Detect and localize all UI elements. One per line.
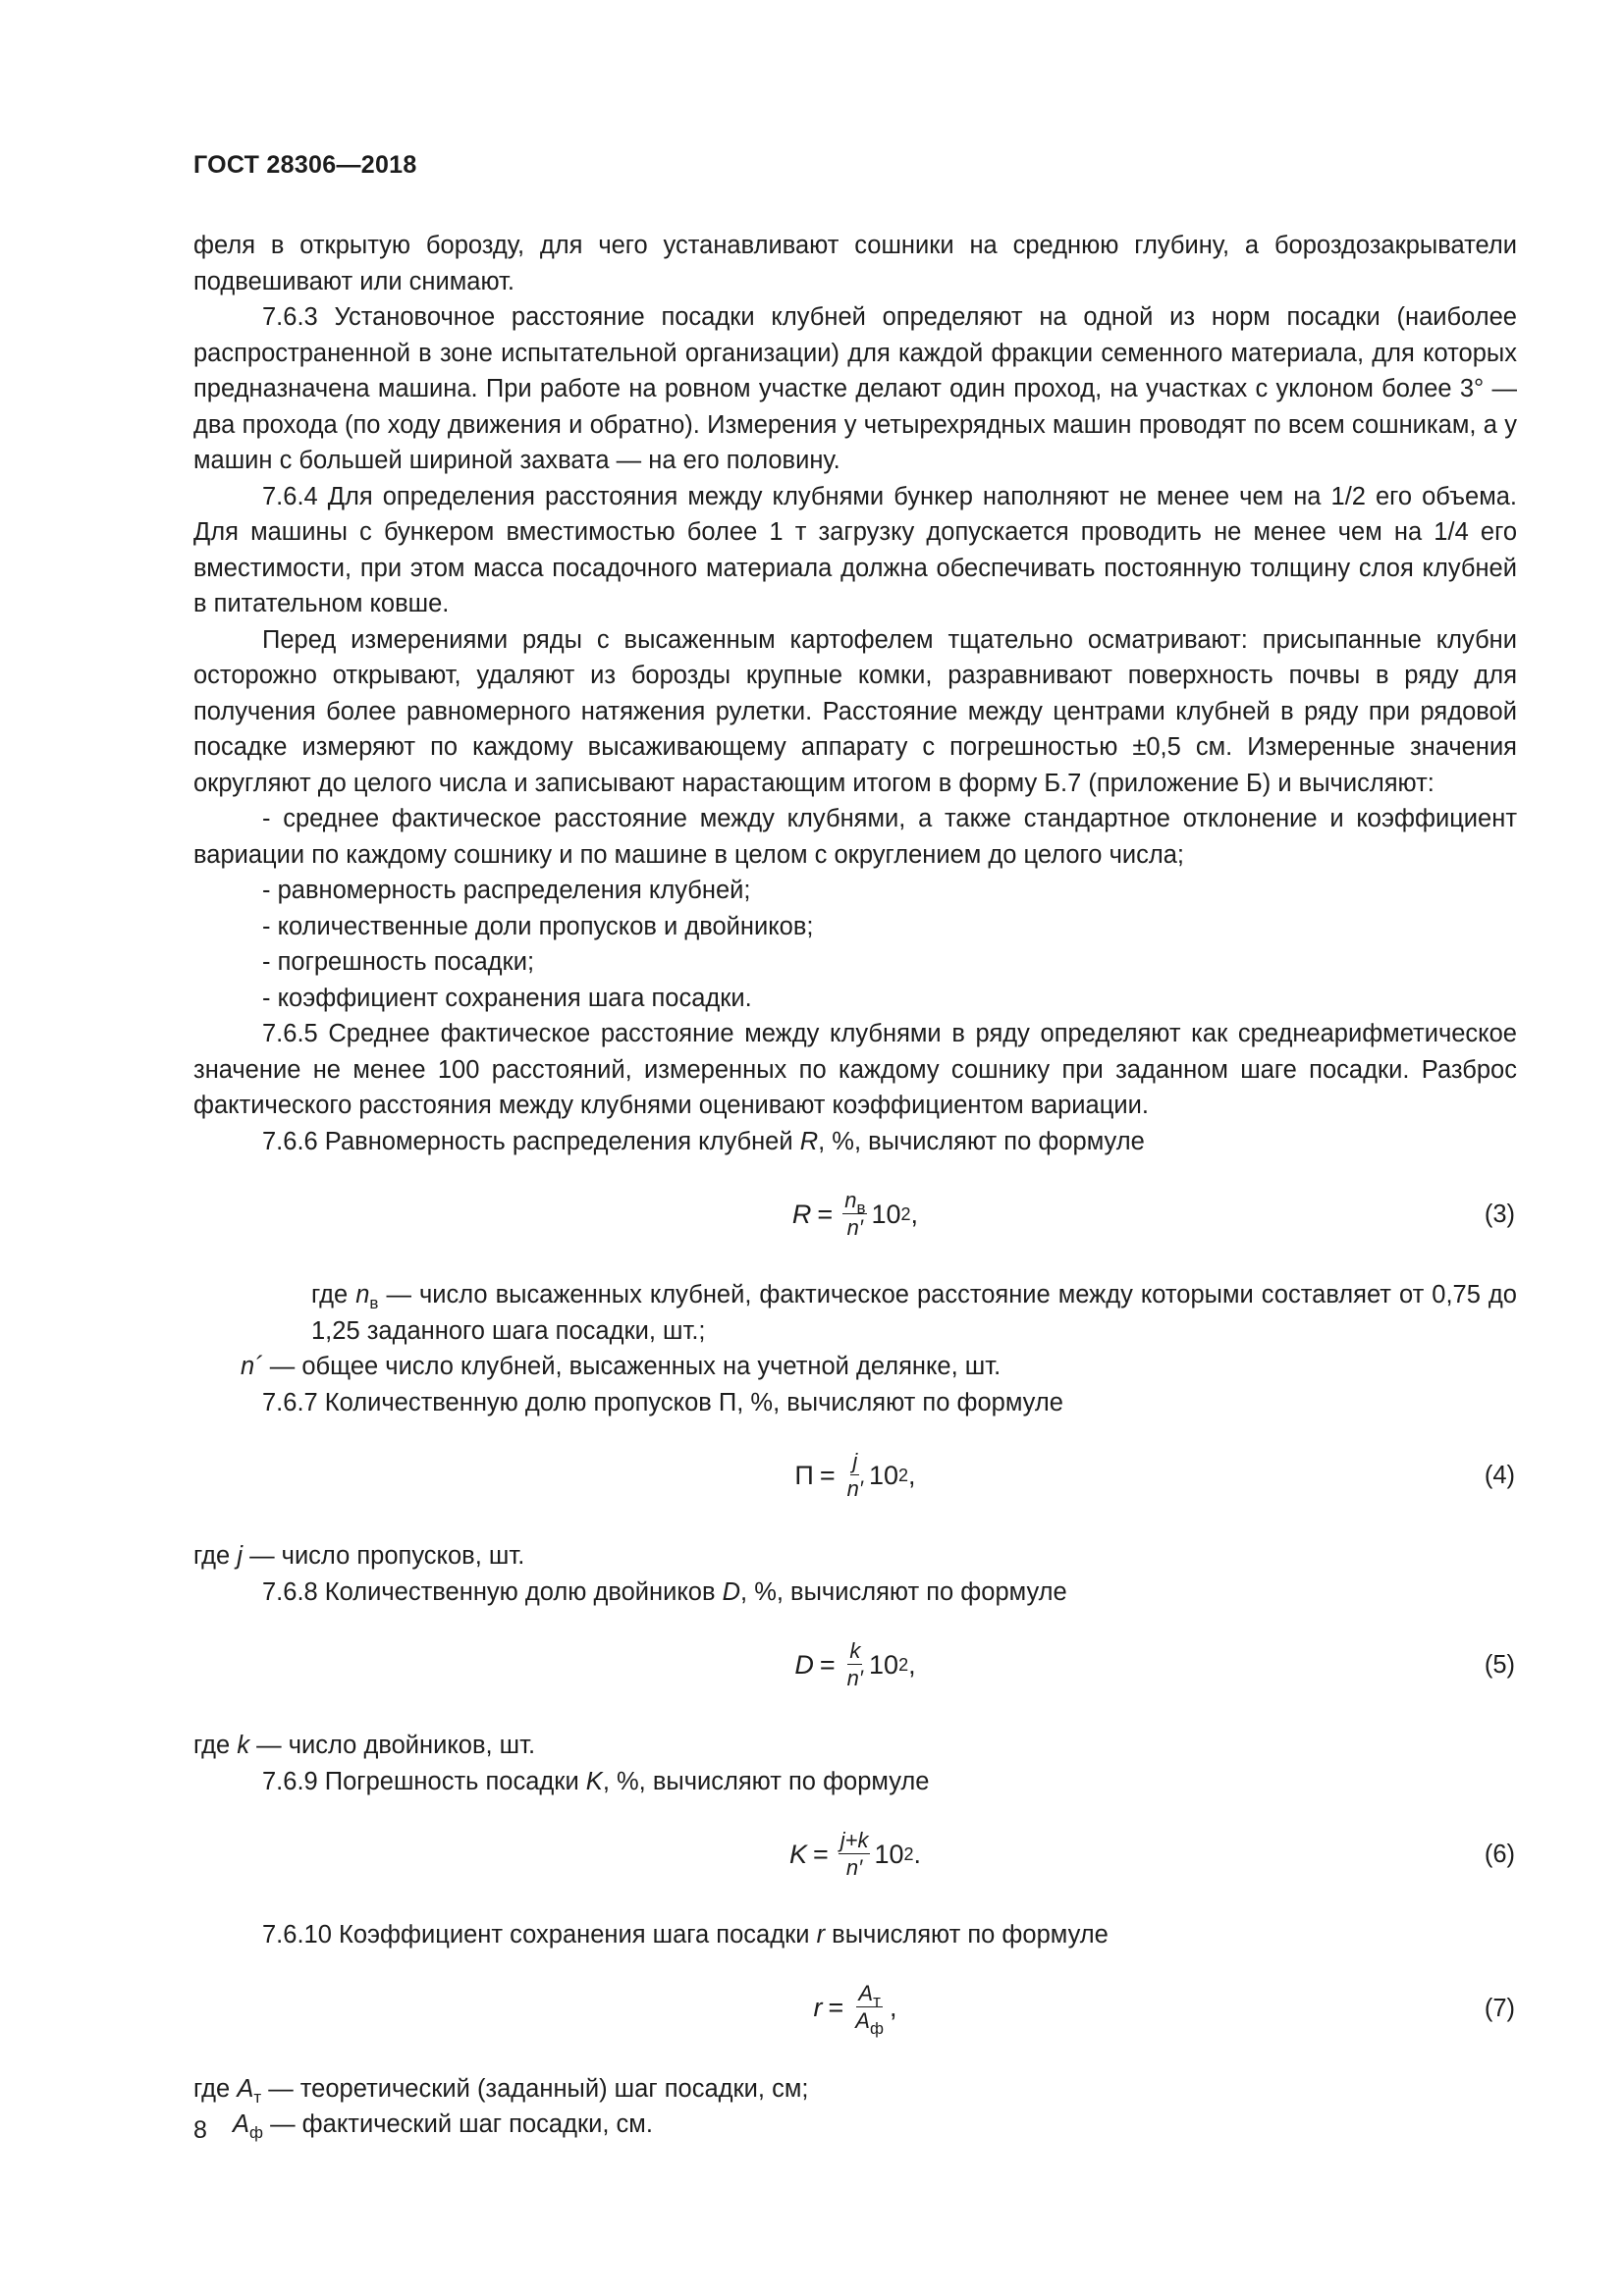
where-clause-7b: $A_ф$ — фактический шаг посадки, см. [233, 2110, 653, 2142]
fraction: $\frac{k}{n'}$ [846, 1637, 864, 1690]
list-item: - погрешность посадки; [262, 948, 535, 976]
paragraph-7-6-8: 7.6.8 Количественную долю двойников D, %, вычисляют по формуле [262, 1577, 1067, 1606]
where-clause-4: где j — число пропусков, шт. [193, 1542, 525, 1570]
paragraph-7-6-5: 7.6.5 Среднее фактическое расстояние между клубнями в ряду определяют как среднеарифметическое значение не менее 100 расстояний, измеренных по каждому сошнику при заданном шаге посадки. Разброс фактического расстояния между клубнями оценивают коэффициентом вариации. [193, 1020, 1517, 1119]
formula-number: (7) [1484, 1994, 1515, 2022]
formula-6: K = $\frac{j+k}{n'}$ 10 2 . (6) [788, 1827, 1515, 1880]
list-item: - количественные доли пропусков и двойников; [262, 912, 814, 940]
formula-number: (4) [1484, 1462, 1515, 1489]
paragraph-7-6-10: 7.6.10 Коэффициент сохранения шага посадки r вычисляют по формуле [262, 1921, 1109, 1949]
list-item: - равномерность распределения клубней; [262, 877, 751, 904]
fraction: $\frac{n_в}{n'}$ [844, 1187, 866, 1240]
where-clause-5: где k — число двойников, шт. [193, 1732, 536, 1759]
formula-number: (6) [1484, 1841, 1515, 1868]
formula-lhs: K [788, 1839, 807, 1869]
document-body [193, 228, 1517, 2143]
list-item: - среднее фактическое расстояние между клубнями, а также стандартное отклонение и коэффициент вариации по каждому сошнику и по машине в целом с округлением до целого числа; [193, 805, 1517, 869]
paragraph-7-6-4: 7.6.4 Для определения расстояния между клубнями бункер наполняют не менее чем на 1/2 его объема. Для машины с бункером вместимостью более 1 т загрузку допускается проводить не менее чем на 1/4 его вместимости, при этом масса посадочного материала должна обеспечивать постоянную толщину слоя клубней в питательном ковше. [193, 482, 1517, 617]
where-clause-3b: n´ — общее число клубней, высаженных на учетной делянке, шт. [241, 1353, 1001, 1380]
list-item: - коэффициент сохранения шага посадки. [262, 984, 752, 1012]
paragraph-measurements: Перед измерениями ряды с высаженным картофелем тщательно осматривают: присыпанные клубни осторожно открывают, удаляют из борозды крупные комки, разравнивают поверхность почвы в ряду для получения более равномерного натяжения рулетки. Расстояние между центрами клубней в ряду при рядовой посадке измеряют по каждому высаживающему аппарату с погрешностью ±0,5 см. Измеренные значения округляют до целого числа и записывают нарастающим итогом в форму Б.7 (приложение Б) и вычисляют: [193, 625, 1517, 797]
fraction: $\frac{j+k}{n'}$ [839, 1827, 869, 1880]
fraction: $\frac{A_т}{A_ф}$ [855, 1981, 884, 2038]
paragraph-7-6-6: 7.6.6 Равномерность распределения клубней R, %, вычисляют по формуле [262, 1127, 1145, 1155]
fraction: $\frac{j}{n'}$ [846, 1448, 863, 1501]
formula-4: П = $\frac{j}{n'}$ 10 2 , (4) [794, 1448, 1515, 1501]
formula-lhs: R [791, 1199, 812, 1229]
formula-lhs: D [794, 1649, 814, 1680]
formula-lhs: r [813, 1993, 823, 2023]
formula-number: (3) [1484, 1201, 1515, 1228]
page-number: 8 [193, 2116, 207, 2144]
paragraph-7-6-9: 7.6.9 Погрешность посадки K, %, вычисляют по формуле [262, 1767, 930, 1795]
where-clause-3: где $n_в$ — число высаженных клубней, фактическое расстояние между которыми составляет от 0,75 до 1,25 заданного шага посадки, шт.; [311, 1281, 1517, 1345]
formula-7: r = $\frac{A_т}{A_ф}$ , (7) [813, 1981, 1515, 2038]
document-header: ГОСТ 28306—2018 [193, 151, 417, 179]
where-clause-7: где $A_т$ — теоретический (заданный) шаг посадки, см; [193, 2074, 809, 2107]
paragraph-continuation: феля в открытую борозду, для чего устанавливают сошники на среднюю глубину, а бороздозакрыватели подвешивают или снимают. [193, 232, 1517, 295]
formula-3: R = $\frac{n_в}{n'}$ 10 2 , (3) [791, 1187, 1515, 1240]
formula-lhs: П [794, 1460, 814, 1490]
formula-5: D = $\frac{k}{n'}$ 10 2 , (5) [794, 1637, 1515, 1690]
formula-number: (5) [1484, 1651, 1515, 1679]
paragraph-7-6-3: 7.6.3 Установочное расстояние посадки клубней определяют на одной из норм посадки (наиболее распространенной в зоне испытательной организации) для каждой фракции семенного материала, для которых предназначена машина. При работе на ровном участке делают один проход, на участках с уклоном более 3° — два прохода (по ходу движения и обратно). Измерения у четырехрядных машин проводят по всем сошникам, а у машин с большей шириной захвата — на его половину. [193, 303, 1517, 474]
paragraph-7-6-7: 7.6.7 Количественную долю пропусков П, %, вычисляют по формуле [262, 1388, 1063, 1416]
